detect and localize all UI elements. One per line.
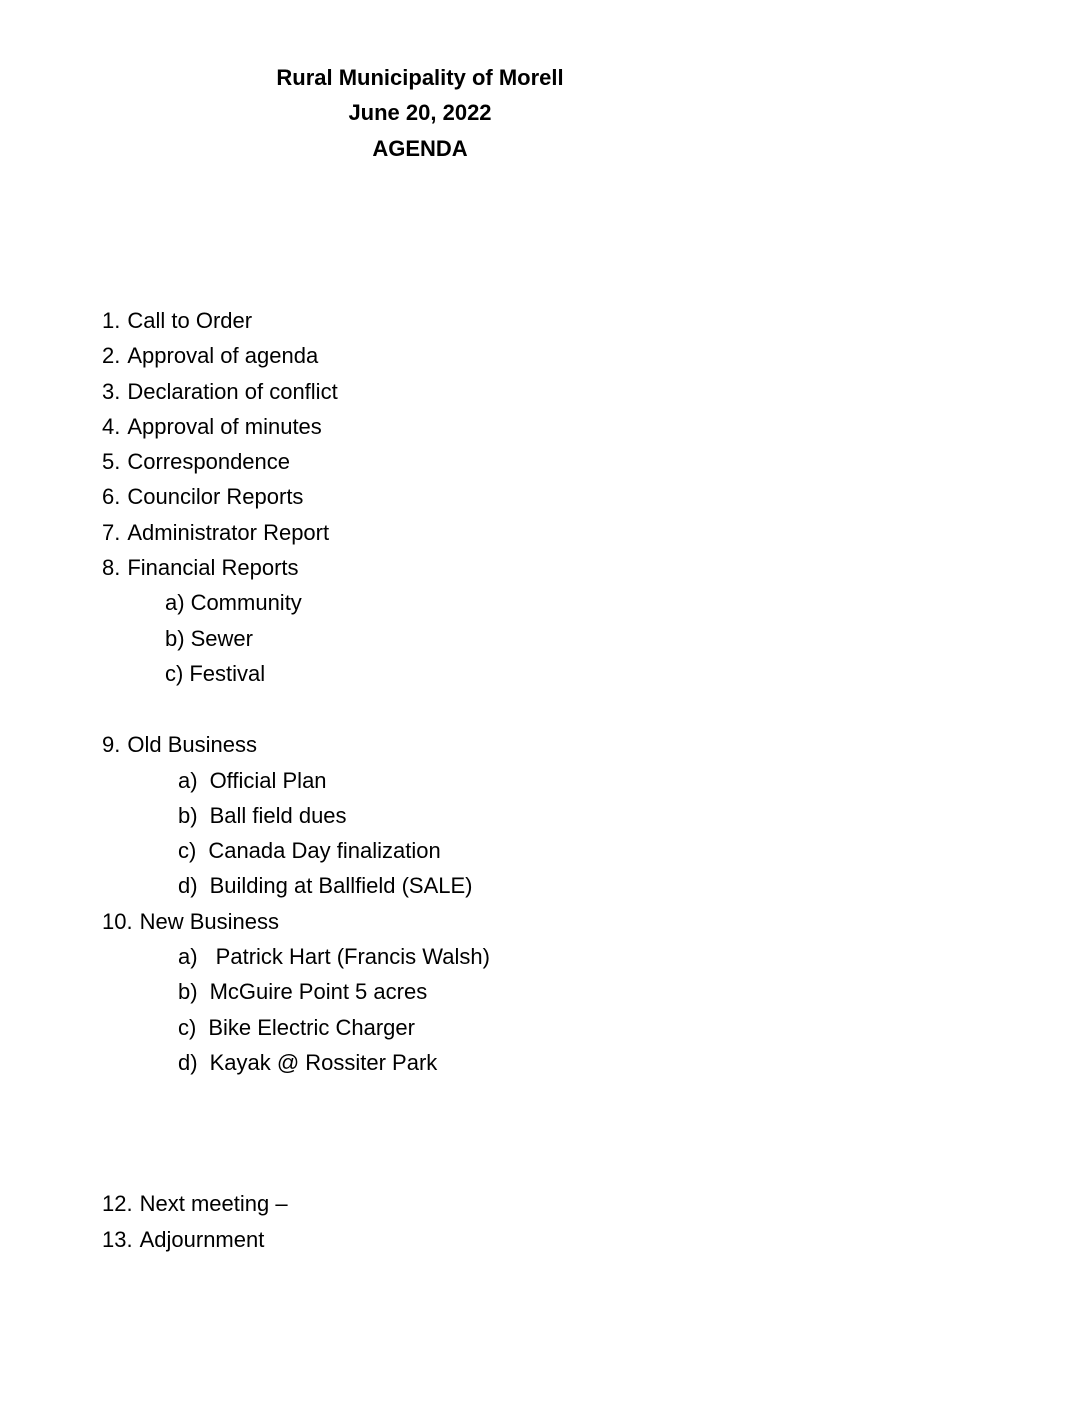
item-marker: b) <box>178 979 198 1005</box>
item-text: McGuire Point 5 acres <box>209 979 428 1005</box>
item-text: Official Plan <box>209 767 327 793</box>
item-text: Bike Electric Charger <box>208 1014 415 1040</box>
item-marker: 6. <box>102 484 121 510</box>
item-text: Administrator Report <box>127 519 330 545</box>
item-text: Correspondence <box>127 449 291 475</box>
item-marker: 7. <box>102 519 121 545</box>
agenda-item <box>102 621 490 656</box>
agenda-item <box>102 656 490 691</box>
agenda-item <box>102 763 490 798</box>
agenda-item <box>102 585 490 620</box>
item-marker: b) <box>165 625 185 651</box>
item-marker: 9. <box>102 732 121 758</box>
item-text: Councilor Reports <box>127 484 304 510</box>
item-marker: b) <box>178 802 198 828</box>
agenda-list <box>102 303 490 1257</box>
item-text: Old Business <box>127 732 257 758</box>
agenda-heading: AGENDA <box>372 135 468 161</box>
agenda-item <box>102 550 490 585</box>
item-marker: 3. <box>102 378 121 404</box>
agenda-item <box>102 833 490 868</box>
agenda-item <box>102 939 490 974</box>
item-text: New Business <box>139 908 279 934</box>
item-text: Community <box>190 590 302 616</box>
document-title: Rural Municipality of Morell <box>276 65 564 90</box>
agenda-item <box>102 1045 490 1080</box>
agenda-item <box>102 974 490 1009</box>
agenda-item <box>102 515 490 550</box>
agenda-item <box>102 727 490 762</box>
agenda-item <box>102 904 490 939</box>
agenda-item <box>102 1222 490 1257</box>
agenda-item <box>102 1010 490 1045</box>
item-marker: d) <box>178 1049 198 1075</box>
item-marker: d) <box>178 873 198 899</box>
item-marker: c) <box>178 838 197 864</box>
item-text: Kayak @ Rossiter Park <box>209 1049 438 1075</box>
agenda-item <box>102 868 490 903</box>
item-marker: 12. <box>102 1191 133 1217</box>
item-text: Next meeting – <box>139 1191 288 1217</box>
agenda-item <box>102 409 490 444</box>
item-text: Patrick Hart (Francis Walsh) <box>209 944 490 970</box>
item-text: Declaration of conflict <box>127 378 338 404</box>
agenda-item <box>102 444 490 479</box>
item-marker: a) <box>178 767 198 793</box>
item-text: Festival <box>189 660 266 686</box>
item-marker: 13. <box>102 1226 133 1252</box>
item-text: Canada Day finalization <box>208 838 441 864</box>
agenda-item <box>102 338 490 373</box>
item-text: Financial Reports <box>127 555 299 581</box>
item-marker: 5. <box>102 449 121 475</box>
agenda-item <box>102 374 490 409</box>
item-text: Adjournment <box>139 1226 265 1252</box>
item-text: Sewer <box>190 625 253 651</box>
item-text: Call to Order <box>127 308 253 333</box>
item-marker: 2. <box>102 343 121 369</box>
item-marker: c) <box>165 660 184 686</box>
document-date: June 20, 2022 <box>348 100 492 126</box>
item-text: Ball field dues <box>209 802 347 828</box>
item-text: Approval of agenda <box>127 343 319 369</box>
item-marker: a) <box>178 944 198 970</box>
agenda-item <box>102 798 490 833</box>
document-header <box>0 60 840 166</box>
item-marker: a) <box>165 590 185 616</box>
item-marker: 1. <box>102 308 121 333</box>
agenda-item <box>102 1186 490 1221</box>
agenda-item <box>102 303 490 338</box>
item-text: Approval of minutes <box>127 413 322 439</box>
item-marker: 4. <box>102 413 121 439</box>
item-marker: c) <box>178 1014 197 1040</box>
item-marker: 10. <box>102 908 133 934</box>
agenda-item <box>102 479 490 514</box>
item-text: Building at Ballfield (SALE) <box>209 873 473 899</box>
item-marker: 8. <box>102 555 121 581</box>
